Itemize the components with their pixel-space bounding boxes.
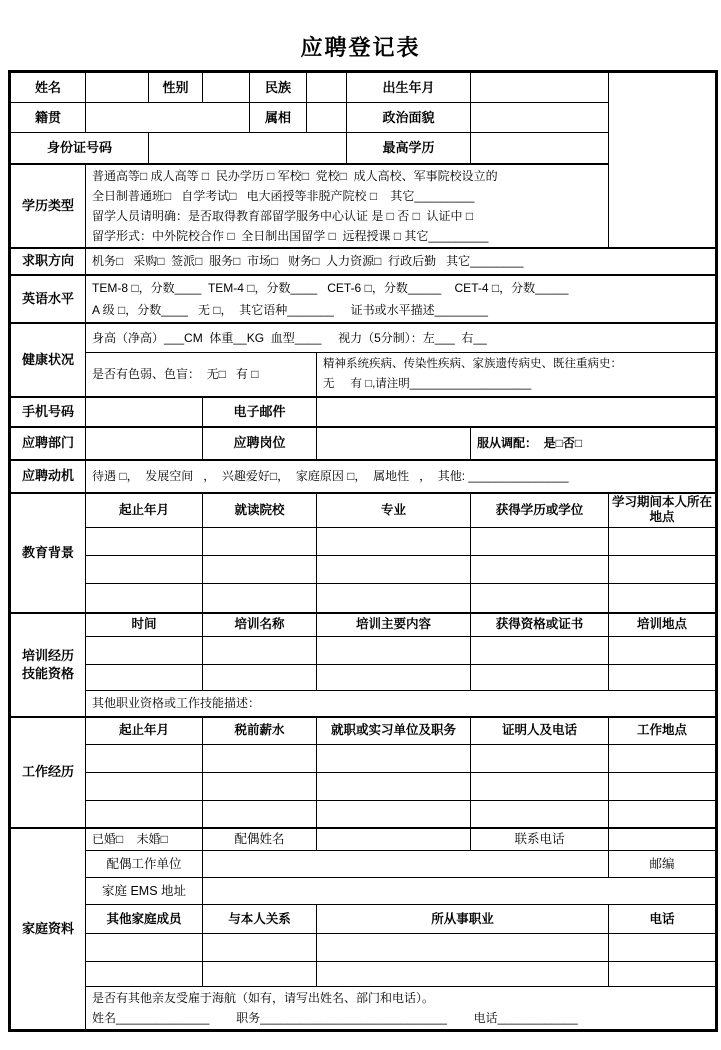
work-row-cell[interactable] [86, 801, 203, 828]
training-row-cell[interactable] [609, 665, 717, 691]
mobile-label: 手机号码 [10, 397, 86, 427]
edu-row-cell[interactable] [86, 584, 203, 613]
zodiac-input-cell[interactable] [307, 103, 347, 133]
health-color-blind-cell[interactable]: 是否有色弱、色盲： 无□ 有 □ [86, 353, 317, 397]
family-ems-label: 家庭 EMS 地址 [86, 878, 203, 905]
spouse-name-input-cell[interactable] [317, 828, 471, 851]
family-member-row-cell[interactable] [86, 934, 203, 962]
edu-header-degree: 获得学历或学位 [471, 493, 609, 528]
education-type-line-4[interactable]: 留学形式：中外院校合作 □ 全日制出国留学 □ 远程授课 □ 其它_________ [92, 228, 489, 243]
edu-row-cell[interactable] [471, 528, 609, 556]
training-row-cell[interactable] [609, 637, 717, 665]
english-level-label: 英语水平 [10, 275, 86, 323]
name-label: 姓名 [10, 72, 86, 103]
job-direction-label: 求职方向 [10, 248, 86, 275]
edu-header-location: 学习期间本人所在地点 [609, 493, 717, 528]
work-header-salary: 税前薪水 [203, 717, 317, 745]
relatives-fields-line: 姓名______________ 职务____________________________ 电话____________ [92, 1011, 578, 1025]
family-member-row-cell[interactable] [86, 962, 203, 987]
family-member-header-phone: 电话 [609, 905, 717, 934]
work-row-cell[interactable] [317, 773, 471, 801]
edu-row-cell[interactable] [86, 528, 203, 556]
training-header-time: 时间 [86, 613, 203, 637]
training-section-label [10, 613, 86, 717]
form-title: 应聘登记表 [300, 35, 421, 60]
training-note-cell[interactable]: 其他职业资格或工作技能描述： [86, 691, 717, 717]
birthdate-input-cell[interactable] [471, 72, 609, 103]
edu-header-school: 就读院校 [203, 493, 317, 528]
postal-code-header: 邮编 [609, 851, 717, 878]
family-member-header-relation: 与本人关系 [203, 905, 317, 934]
family-member-row-cell[interactable] [317, 962, 609, 987]
health-physical-cell[interactable]: 身高（净高）___CM 体重__KG 血型____ 视力（5分制）：左___ 右__ [86, 323, 717, 353]
marital-status-cell[interactable]: 已婚□ 未婚□ [86, 828, 203, 851]
email-input-cell[interactable] [317, 397, 717, 427]
training-header-cert: 获得资格或证书 [471, 613, 609, 637]
spouse-name-label: 配偶姓名 [203, 828, 317, 851]
work-header-employer: 就职或实习单位及职务 [317, 717, 471, 745]
contact-phone-label: 联系电话 [471, 828, 609, 851]
family-member-row-cell[interactable] [609, 934, 717, 962]
training-row-cell[interactable] [471, 665, 609, 691]
ethnicity-input-cell[interactable] [307, 72, 347, 103]
edu-row-cell[interactable] [203, 584, 317, 613]
edu-row-cell[interactable] [317, 556, 471, 584]
political-status-label: 政治面貌 [347, 103, 471, 133]
training-row-cell[interactable] [471, 637, 609, 665]
edu-row-cell[interactable] [609, 584, 717, 613]
job-direction-options[interactable]: 机务□ 采购□ 签派□ 服务□ 市场□ 财务□ 人力资源□ 行政后勤 其它________ [86, 248, 717, 275]
work-header-period: 起止年月 [86, 717, 203, 745]
english-level-line-2[interactable]: A 级 □，分数____ 无 □， 其它语种_______ 证书或水平描述________ [92, 302, 488, 317]
edu-row-cell[interactable] [86, 556, 203, 584]
work-row-cell[interactable] [203, 801, 317, 828]
family-member-header-name: 其他家庭成员 [86, 905, 203, 934]
training-row-cell[interactable] [203, 665, 317, 691]
apply-post-input-cell[interactable] [317, 427, 471, 460]
health-label: 健康状况 [10, 323, 86, 397]
work-row-cell[interactable] [471, 745, 609, 773]
work-row-cell[interactable] [317, 801, 471, 828]
training-row-cell[interactable] [203, 637, 317, 665]
training-label-line2: 技能资格 [21, 665, 74, 681]
native-place-label: 籍贯 [10, 103, 86, 133]
work-header-reference: 证明人及电话 [471, 717, 609, 745]
training-row-cell[interactable] [86, 665, 203, 691]
id-number-input-cell[interactable] [149, 133, 347, 164]
motivation-options[interactable]: 待遇 □， 发展空间 ， 兴趣爱好□， 家庭原因 □， 属地性 ， 其他: _______________ [86, 460, 717, 493]
work-row-cell[interactable] [86, 773, 203, 801]
work-row-cell[interactable] [471, 801, 609, 828]
highest-education-label: 最高学历 [347, 133, 471, 164]
email-label: 电子邮件 [203, 397, 317, 427]
gender-input-cell[interactable] [203, 72, 250, 103]
education-type-line-2[interactable]: 全日制普通班□ 自学考试□ 电大函授等非脱产院校 □ 其它_________ [92, 188, 475, 203]
work-row-cell[interactable] [86, 745, 203, 773]
edu-header-period: 起止年月 [86, 493, 203, 528]
training-header-name: 培训名称 [203, 613, 317, 637]
training-row-cell[interactable] [86, 637, 203, 665]
native-place-input-cell[interactable] [86, 103, 250, 133]
work-header-location: 工作地点 [609, 717, 717, 745]
work-row-cell[interactable] [609, 801, 717, 828]
training-row-cell[interactable] [317, 665, 471, 691]
motivation-label: 应聘动机 [10, 460, 86, 493]
edu-row-cell[interactable] [471, 556, 609, 584]
training-row-cell[interactable] [317, 637, 471, 665]
education-type-options [86, 164, 609, 248]
edu-row-cell[interactable] [609, 528, 717, 556]
health-disease-line-1: 精神系统疾病、传染性疾病、家族遗传病史、既往重病史： [323, 358, 622, 371]
training-header-content: 培训主要内容 [317, 613, 471, 637]
name-input-cell[interactable] [86, 72, 149, 103]
education-section-label: 教育背景 [10, 493, 86, 613]
photo-cell [609, 72, 717, 248]
zodiac-label: 属相 [250, 103, 307, 133]
training-header-location: 培训地点 [609, 613, 717, 637]
application-form-table [8, 70, 718, 1032]
edu-row-cell[interactable] [317, 584, 471, 613]
edu-row-cell[interactable] [203, 528, 317, 556]
education-type-label: 学历类型 [10, 164, 86, 248]
gender-label: 性别 [149, 72, 203, 103]
work-row-cell[interactable] [609, 745, 717, 773]
edu-row-cell[interactable] [609, 556, 717, 584]
apply-dept-input-cell[interactable] [86, 427, 203, 460]
mobile-input-cell[interactable] [86, 397, 203, 427]
highest-education-input-cell[interactable] [471, 133, 609, 164]
family-member-row-cell[interactable] [317, 934, 609, 962]
birthdate-label: 出生年月 [347, 72, 471, 103]
edu-row-cell[interactable] [471, 584, 609, 613]
family-member-row-cell[interactable] [609, 962, 717, 987]
spouse-employer-input-cell[interactable] [203, 851, 609, 878]
family-member-row-cell[interactable] [203, 962, 317, 987]
apply-dept-label: 应聘部门 [10, 427, 86, 460]
family-member-header-occupation: 所从事职业 [317, 905, 609, 934]
english-level-options [86, 275, 717, 323]
work-section-label: 工作经历 [10, 717, 86, 828]
id-number-label: 身份证号码 [10, 133, 149, 164]
edu-header-major: 专业 [317, 493, 471, 528]
relatives-question-line: 是否有其他亲友受雇于海航（如有，请写出姓名、部门和电话）。 [92, 991, 435, 1005]
family-ems-input-cell[interactable] [203, 878, 717, 905]
edu-row-cell[interactable] [203, 556, 317, 584]
family-member-row-cell[interactable] [203, 934, 317, 962]
english-level-line-1[interactable]: TEM-8 □，分数____ TEM-4 □，分数____ CET-6 □，分数_____ CET-4 □，分数_____ [92, 280, 569, 295]
relocation-cell[interactable]: 服从调配： 是□否□ [471, 427, 717, 460]
contact-phone-input-cell[interactable] [609, 828, 717, 851]
work-row-cell[interactable] [203, 745, 317, 773]
work-row-cell[interactable] [471, 773, 609, 801]
ethnicity-label: 民族 [250, 72, 307, 103]
education-type-line-3[interactable]: 留学人员请明确：是否取得教育部留学服务中心认证 是 □ 否 □ 认证中 □ [92, 208, 474, 223]
spouse-employer-label: 配偶工作单位 [86, 851, 203, 878]
relatives-question-cell[interactable] [86, 987, 717, 1031]
work-row-cell[interactable] [317, 745, 471, 773]
training-label-line1: 培训经历 [21, 647, 74, 663]
health-disease-cell[interactable] [317, 353, 717, 397]
family-section-label: 家庭资料 [10, 828, 86, 1031]
work-row-cell[interactable] [203, 773, 317, 801]
apply-post-label: 应聘岗位 [203, 427, 317, 460]
work-row-cell[interactable] [609, 773, 717, 801]
political-status-input-cell[interactable] [471, 103, 609, 133]
health-disease-line-2: 无 有 □,请注明___________________ [323, 378, 532, 391]
edu-row-cell[interactable] [317, 528, 471, 556]
education-type-line-1[interactable]: 普通高等□ 成人高等 □ 民办学历 □ 军校□ 党校□ 成人高校、军事院校设立的 [92, 168, 498, 183]
